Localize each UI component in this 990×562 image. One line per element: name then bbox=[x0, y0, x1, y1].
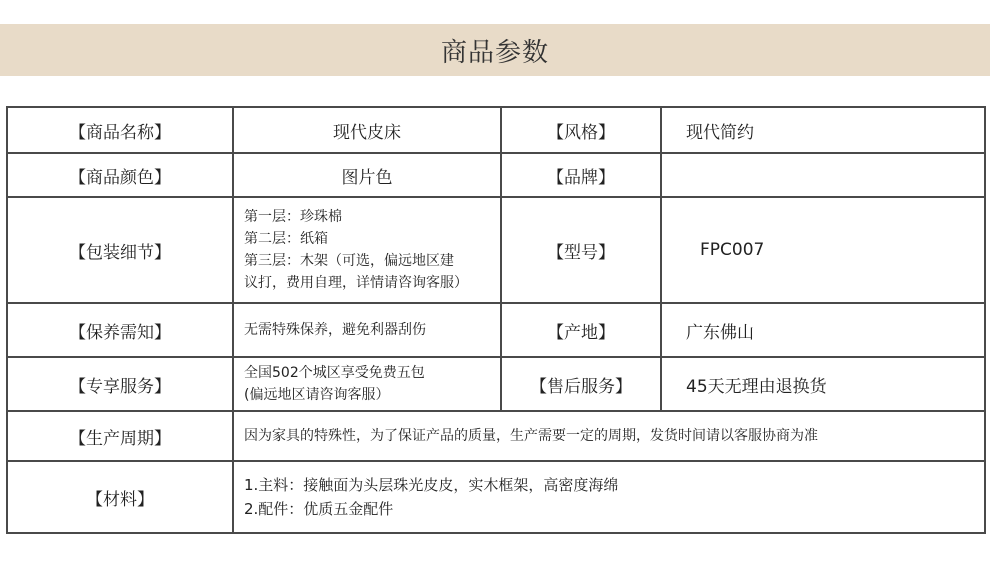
spec-table bbox=[6, 106, 986, 534]
value-packaging bbox=[233, 197, 501, 303]
packaging-line: 议打，费用自理，详情请咨询客服） bbox=[244, 275, 468, 291]
label-brand: 【品牌】 bbox=[501, 153, 661, 197]
table-row bbox=[7, 411, 985, 461]
table-row bbox=[7, 303, 985, 357]
service-line: (偏远地区请咨询客服） bbox=[244, 387, 390, 403]
table-row bbox=[7, 153, 985, 197]
value-product-name: 现代皮床 bbox=[233, 107, 501, 153]
packaging-line: 第二层：纸箱 bbox=[244, 231, 328, 247]
value-care: 无需特殊保养，避免利器刮伤 bbox=[233, 303, 501, 357]
label-material: 【材料】 bbox=[7, 461, 233, 533]
label-style: 【风格】 bbox=[501, 107, 661, 153]
table-row bbox=[7, 461, 985, 533]
value-exclusive-service bbox=[233, 357, 501, 411]
label-care: 【保养需知】 bbox=[7, 303, 233, 357]
label-production-cycle: 【生产周期】 bbox=[7, 411, 233, 461]
label-packaging: 【包装细节】 bbox=[7, 197, 233, 303]
value-production-cycle: 因为家具的特殊性，为了保证产品的质量，生产需要一定的周期，发货时间请以客服协商为准 bbox=[233, 411, 985, 461]
value-product-color: 图片色 bbox=[233, 153, 501, 197]
material-line: 1.主料：接触面为头层珠光皮皮，实木框架，高密度海绵 bbox=[244, 476, 619, 494]
label-product-color: 【商品颜色】 bbox=[7, 153, 233, 197]
value-origin: 广东佛山 bbox=[661, 303, 985, 357]
label-origin: 【产地】 bbox=[501, 303, 661, 357]
label-product-name: 【商品名称】 bbox=[7, 107, 233, 153]
value-material bbox=[233, 461, 985, 533]
packaging-line: 第三层：木架（可选，偏远地区建 bbox=[244, 253, 454, 269]
value-style: 现代简约 bbox=[661, 107, 985, 153]
service-line: 全国502个城区享受免费五包 bbox=[244, 365, 425, 381]
value-after-sales: 45天无理由退换货 bbox=[661, 357, 985, 411]
header-banner bbox=[0, 24, 990, 76]
label-after-sales: 【售后服务】 bbox=[501, 357, 661, 411]
page-title: 商品参数 bbox=[440, 37, 549, 68]
table-row bbox=[7, 357, 985, 411]
label-exclusive-service: 【专享服务】 bbox=[7, 357, 233, 411]
label-model: 【型号】 bbox=[501, 197, 661, 303]
table-row bbox=[7, 197, 985, 303]
value-brand bbox=[661, 153, 985, 197]
material-line: 2.配件：优质五金配件 bbox=[244, 500, 394, 518]
value-model: FPC007 bbox=[661, 197, 985, 303]
table-row bbox=[7, 107, 985, 153]
packaging-line: 第一层：珍珠棉 bbox=[244, 209, 342, 225]
